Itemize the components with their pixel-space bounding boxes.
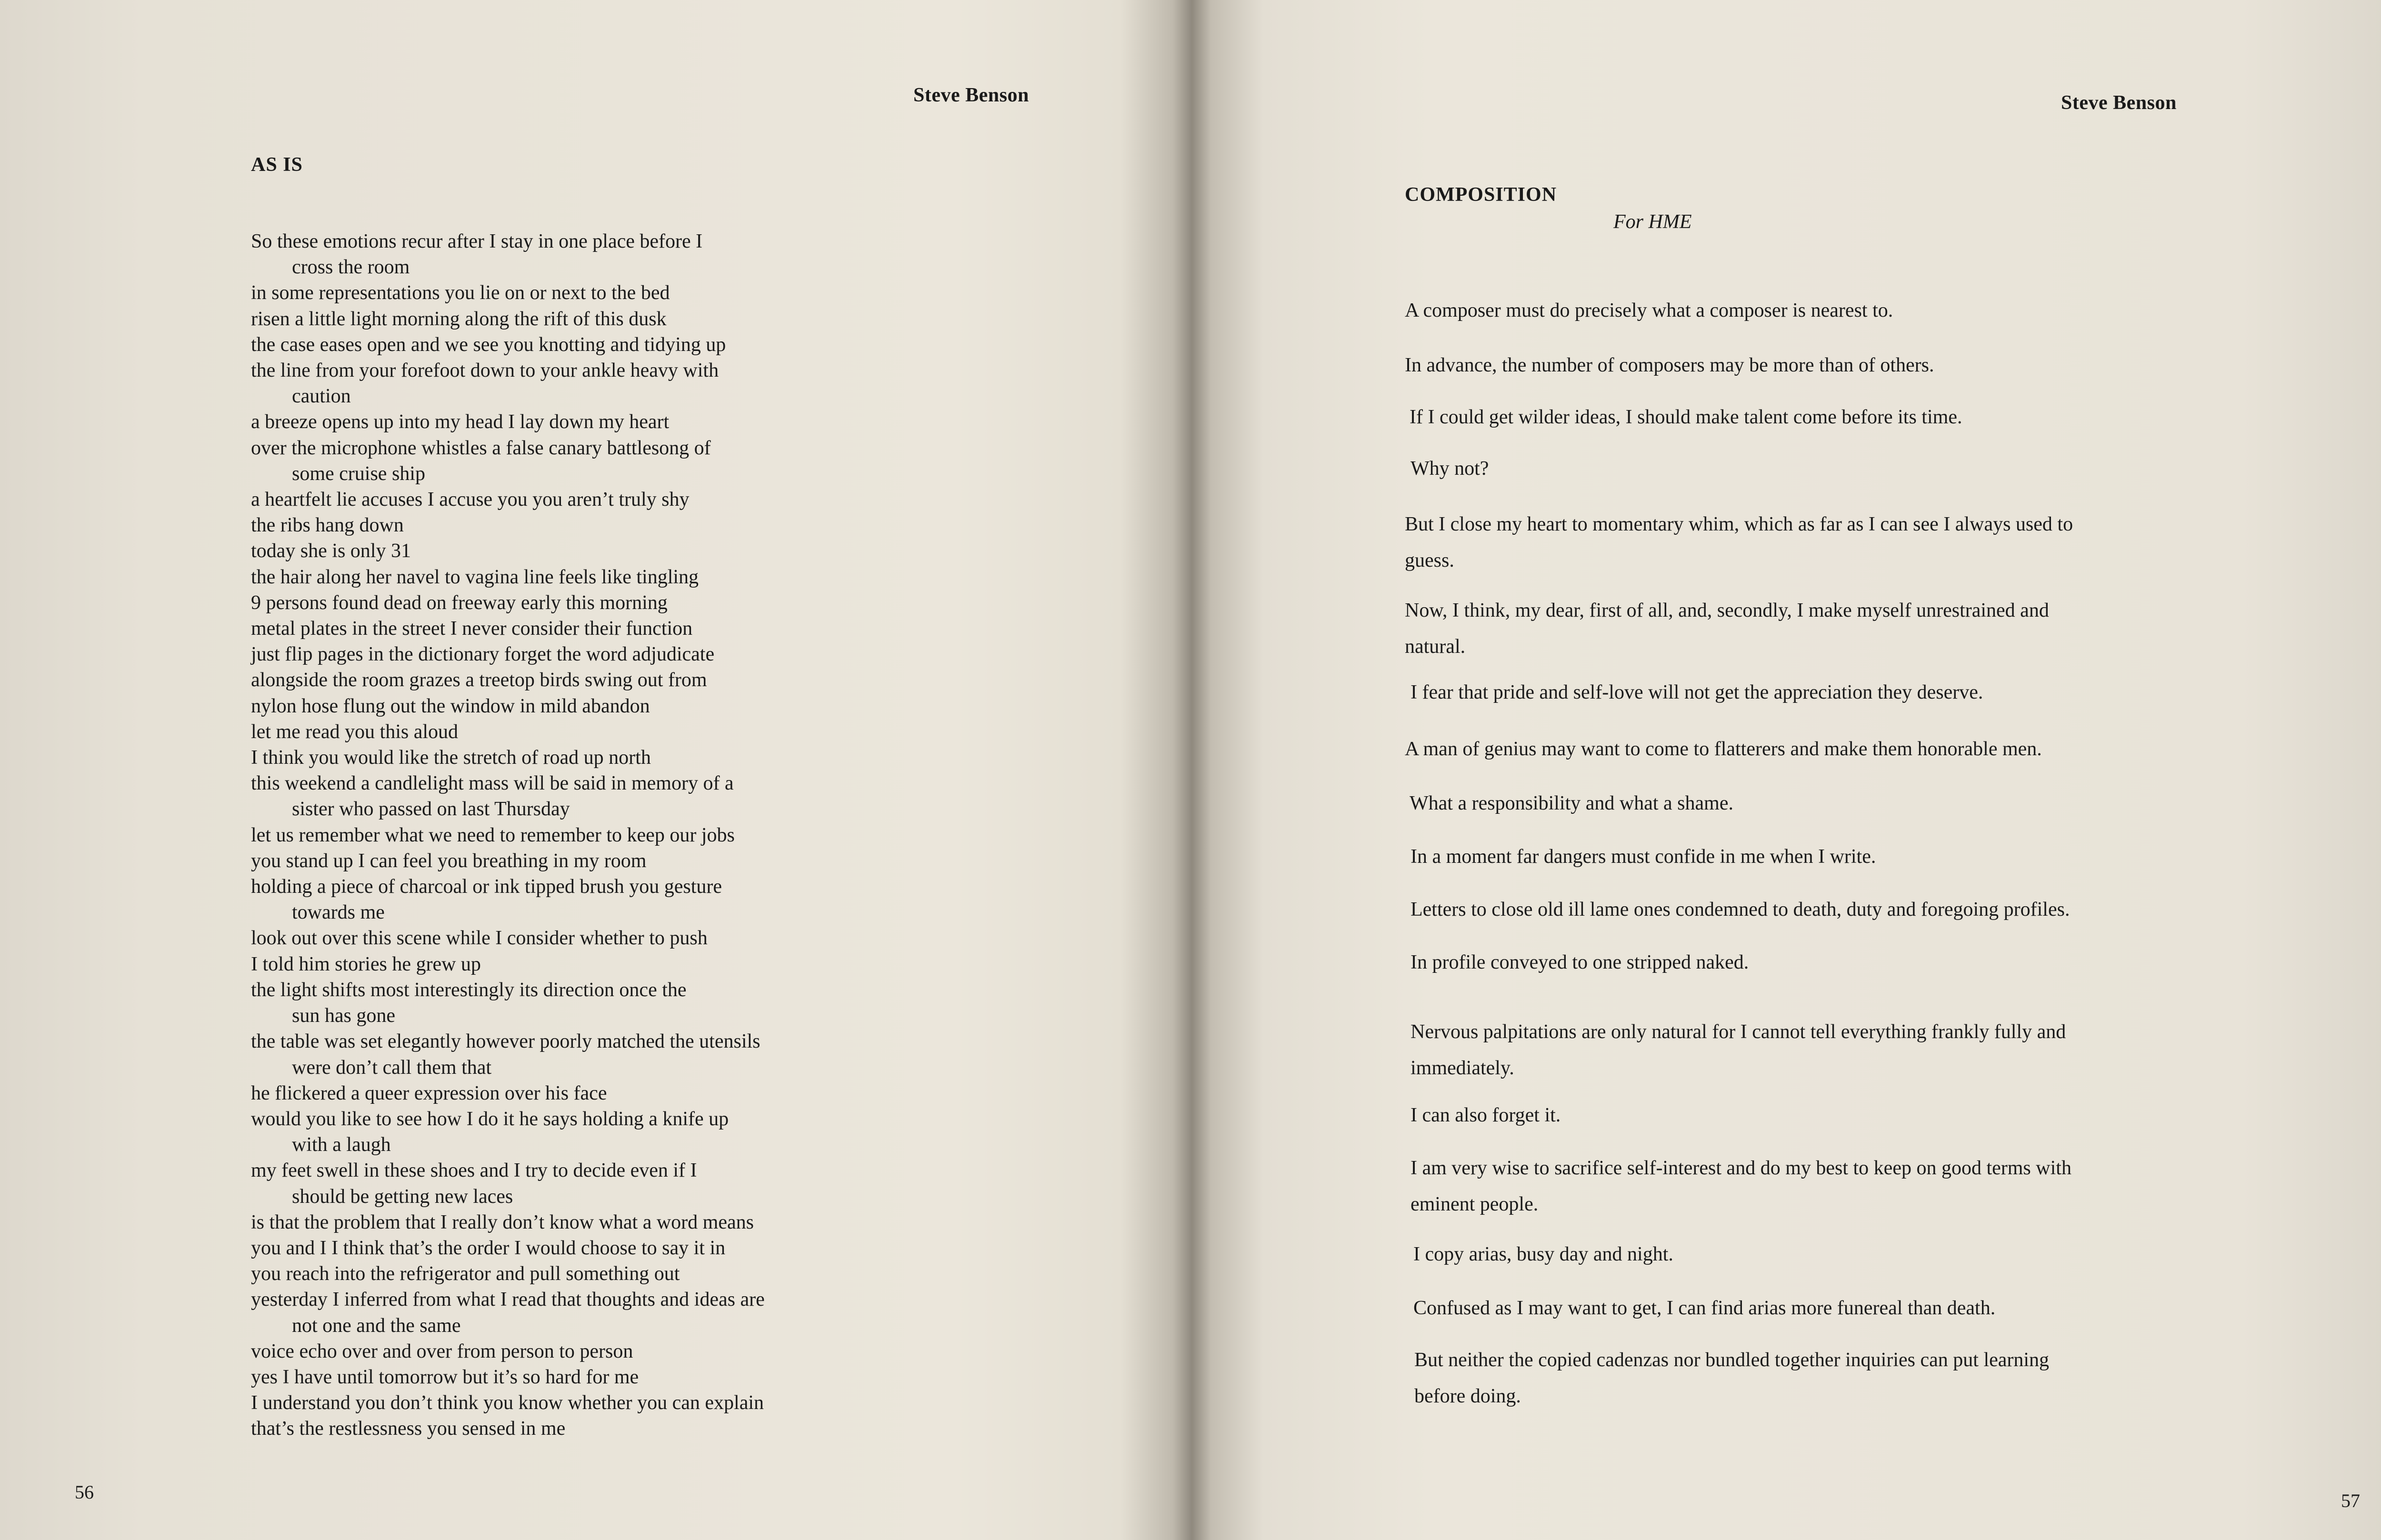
poem-line: the hair along her navel to vagina line feels like tingling xyxy=(251,566,699,588)
poem-line: some cruise ship xyxy=(292,462,425,485)
stanza-line: guess. xyxy=(1405,550,1454,571)
poem-line: this weekend a candlelight mass will be said in memory of a xyxy=(251,772,734,795)
stanza-line: What a responsibility and what a shame. xyxy=(1410,792,1733,814)
stanza-line: Letters to close old ill lame ones condemned to death, duty and foregoing profiles. xyxy=(1411,899,2070,920)
stanza xyxy=(1411,674,2211,710)
poem-line: look out over this scene while I consider whether to push xyxy=(251,927,708,950)
right-running-head: Steve Benson xyxy=(2061,92,2177,114)
poem-line: So these emotions recur after I stay in one place before I xyxy=(251,230,703,252)
left-page xyxy=(0,0,1190,1540)
stanza xyxy=(1411,1150,2211,1222)
poem-line: with a laugh xyxy=(292,1134,391,1156)
poem-line: nylon hose flung out the window in mild abandon xyxy=(251,695,650,717)
stanza xyxy=(1414,1342,2214,1414)
stanza xyxy=(1405,731,2205,767)
stanza-line: In a moment far dangers must confide in me when I write. xyxy=(1411,846,1876,868)
poem-line: let us remember what we need to remember to keep our jobs xyxy=(251,824,735,846)
poem-line: sister who passed on last Thursday xyxy=(292,798,570,820)
right-poem-dedication: For HME xyxy=(1613,211,1692,233)
stanza xyxy=(1411,1014,2211,1086)
poem-line: over the microphone whistles a false canary battlesong of xyxy=(251,437,711,459)
poem-line: just flip pages in the dictionary forget the word adjudicate xyxy=(251,643,715,666)
left-running-head: Steve Benson xyxy=(913,84,1029,106)
poem-line: that’s the restlessness you sensed in me xyxy=(251,1418,566,1440)
poem-line: you reach into the refrigerator and pull something out xyxy=(251,1263,680,1285)
poem-line: metal plates in the street I never consider their function xyxy=(251,618,693,640)
stanza-line: I am very wise to sacrifice self-interest and do my best to keep on good terms with xyxy=(1411,1157,2071,1179)
stanza xyxy=(1413,1236,2213,1272)
poem-line: 9 persons found dead on freeway early this morning xyxy=(251,591,668,614)
poem-line: were don’t call them that xyxy=(292,1056,492,1079)
left-poem-body xyxy=(251,229,1156,1442)
stanza xyxy=(1411,839,2211,875)
poem-line: you stand up I can feel you breathing in my room xyxy=(251,850,647,872)
poem-line: in some representations you lie on or next to the bed xyxy=(251,282,670,304)
stanza xyxy=(1411,891,2211,928)
stanza xyxy=(1411,1097,2211,1133)
stanza xyxy=(1405,292,2205,329)
stanza-line: A composer must do precisely what a composer is nearest to. xyxy=(1405,300,1893,321)
poem-line: yes I have until tomorrow but it’s so hard for me xyxy=(251,1366,639,1388)
stanza-line: Why not? xyxy=(1411,458,1489,480)
poem-line: not one and the same xyxy=(292,1314,461,1337)
poem-line: a breeze opens up into my head I lay down my heart xyxy=(251,411,670,433)
stanza-line: Now, I think, my dear, first of all, and, secondly, I make myself unrestrained and xyxy=(1405,600,2049,621)
stanza xyxy=(1405,592,2205,665)
poem-line: voice echo over and over from person to person xyxy=(251,1340,633,1362)
right-page-number: 57 xyxy=(2341,1490,2360,1511)
poem-line: yesterday I inferred from what I read that thoughts and ideas are xyxy=(251,1289,765,1311)
stanza-line: immediately. xyxy=(1411,1057,1514,1079)
poem-line: I think you would like the stretch of road up north xyxy=(251,747,651,769)
stanza-line: In profile conveyed to one stripped naked. xyxy=(1411,951,1749,973)
poem-line: sun has gone xyxy=(292,1005,395,1027)
poem-line: should be getting new laces xyxy=(292,1185,513,1208)
stanza-line: eminent people. xyxy=(1411,1193,1539,1215)
poem-line: the ribs hang down xyxy=(251,514,404,537)
poem-line: my feet swell in these shoes and I try to decide even if I xyxy=(251,1160,697,1182)
stanza xyxy=(1411,944,2211,980)
poem-line: you and I I think that’s the order I would choose to say it in xyxy=(251,1237,726,1259)
stanza-line: natural. xyxy=(1405,636,1466,658)
right-poem-title: COMPOSITION xyxy=(1405,184,1557,206)
poem-line: the case eases open and we see you knotting and tidying up xyxy=(251,333,726,356)
poem-line: the line from your forefoot down to your ankle heavy with xyxy=(251,360,719,382)
poem-line: risen a little light morning along the rift of this dusk xyxy=(251,308,667,330)
stanza-line: Confused as I may want to get, I can find arias more funereal than death. xyxy=(1413,1297,1996,1319)
stanza xyxy=(1410,785,2210,821)
stanza-line: But I close my heart to momentary whim, which as far as I can see I always used to xyxy=(1405,513,2073,535)
poem-line: he flickered a queer expression over his face xyxy=(251,1082,607,1104)
stanza-line: In advance, the number of composers may be more than of others. xyxy=(1405,354,1934,376)
stanza-line: Nervous palpitations are only natural for I cannot tell everything frankly fully and xyxy=(1411,1021,2066,1043)
stanza-line: I can also forget it. xyxy=(1411,1104,1561,1126)
poem-line: today she is only 31 xyxy=(251,540,411,562)
poem-line: the table was set elegantly however poorly matched the utensils xyxy=(251,1030,760,1053)
stanza xyxy=(1411,450,2211,487)
poem-line: let me read you this aloud xyxy=(251,720,459,743)
left-poem-title: AS IS xyxy=(251,154,303,176)
stanza xyxy=(1413,1290,2213,1326)
poem-line: caution xyxy=(292,385,351,408)
poem-line: the light shifts most interestingly its direction once the xyxy=(251,979,687,1001)
poem-line: a heartfelt lie accuses I accuse you you aren’t truly shy xyxy=(251,489,690,511)
stanza-line: A man of genius may want to come to flatterers and make them honorable men. xyxy=(1405,738,2042,760)
stanza-line: I fear that pride and self-love will not get the appreciation they deserve. xyxy=(1411,681,1983,703)
stanza xyxy=(1410,399,2210,435)
stanza-line: I copy arias, busy day and night. xyxy=(1413,1243,1673,1265)
poem-line: I told him stories he grew up xyxy=(251,953,481,975)
poem-line: alongside the room grazes a treetop birds swing out from xyxy=(251,669,707,691)
poem-line: cross the room xyxy=(292,256,410,279)
stanza-line: If I could get wilder ideas, I should make talent come before its time. xyxy=(1410,406,1962,428)
poem-line: holding a piece of charcoal or ink tipped brush you gesture xyxy=(251,876,722,898)
stanza-line: But neither the copied cadenzas nor bundled together inquiries can put learning xyxy=(1414,1349,2050,1371)
stanza xyxy=(1405,506,2205,579)
poem-line: I understand you don’t think you know whether you can explain xyxy=(251,1392,764,1414)
stanza-line: before doing. xyxy=(1414,1385,1521,1407)
poem-line: towards me xyxy=(292,901,385,924)
poem-line: would you like to see how I do it he says holding a knife up xyxy=(251,1108,729,1130)
poem-line: is that the problem that I really don’t know what a word means xyxy=(251,1211,754,1233)
left-page-number: 56 xyxy=(75,1481,94,1503)
stanza xyxy=(1405,347,2205,383)
